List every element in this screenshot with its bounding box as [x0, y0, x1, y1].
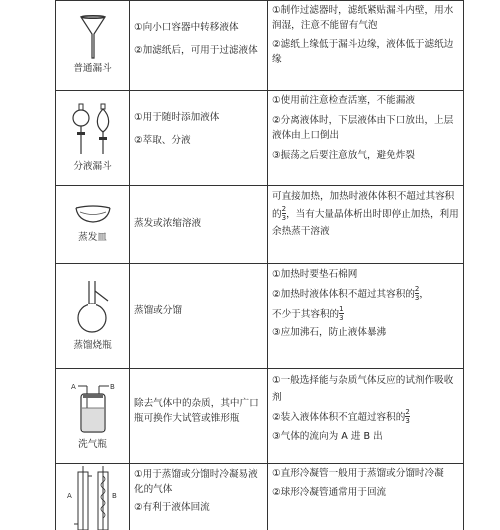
note-text: ③振荡之后要注意放气，避免炸裂 [272, 149, 415, 161]
note-text: ，当有大量晶体析出时即停止加热，利用余热蒸干溶液 [272, 208, 459, 237]
gas-washing-bottle-icon [65, 380, 121, 436]
fraction-numerator: 1 [339, 304, 344, 313]
notes-cell [268, 91, 464, 186]
separatory-funnel-icon [69, 102, 117, 158]
funnel-icon [78, 14, 108, 60]
note-text: ①制作过滤器时，滤纸紧贴漏斗内壁，用水润湿，注意不能留有气泡 [272, 5, 454, 31]
notes-cell [268, 464, 464, 530]
notes-cell [268, 369, 464, 464]
instrument-name: 蒸发皿 [78, 232, 107, 244]
note-text-part: ， [419, 288, 429, 300]
use-text: 除去气体中的杂质，其中广口瓶可换作大试管或锥形瓶 [134, 398, 259, 424]
note-text: ②滤纸上缘低于漏斗边缘，液体低于滤纸边缘 [272, 38, 454, 65]
note-text: 可直接加热，加热时液体体积不超过其容积的 [272, 191, 455, 220]
table-row [56, 91, 464, 186]
use-cell [130, 264, 268, 369]
note-text: ①直形冷凝管一般用于蒸馏或分馏时冷凝 [272, 468, 444, 479]
note-text: ①加热时要垫石棉网 [272, 269, 358, 280]
use-cell [130, 1, 268, 91]
notes-cell [268, 186, 464, 264]
use-text: ①用于随时添加液体 [134, 112, 220, 123]
evaporating-dish-icon [73, 203, 113, 225]
note-text [272, 286, 459, 303]
instrument-cell [56, 369, 130, 464]
table-row [56, 1, 464, 91]
fraction-numerator: 2 [414, 284, 420, 293]
fraction-numerator: 2 [281, 204, 287, 213]
note-text-part: ②装入液体体积不宜超过容积的 [272, 411, 406, 423]
instrument-name: 普通漏斗 [73, 63, 112, 75]
outlet-label-b: B [109, 382, 115, 391]
instrument-cell [56, 186, 130, 264]
instrument-cell [56, 91, 130, 186]
instrument-name: 分液漏斗 [73, 160, 112, 172]
use-text: ②有利于液体回流 [134, 501, 210, 513]
use-text: ②加滤纸后，可用于过滤液体 [134, 44, 258, 56]
use-text: 蒸发或浓缩溶液 [134, 218, 202, 230]
condenser-label-a: A [66, 492, 72, 500]
notes-cell [268, 264, 464, 369]
instrument-name: 洗气瓶 [78, 438, 107, 450]
note-text: ①一般选择能与杂质气体反应的试剂作吸收剂 [272, 375, 454, 404]
table-row [56, 464, 464, 530]
note-text: ②分离液体时，下层液体由下口放出，上层液体由上口倒出 [272, 114, 454, 141]
fraction-numerator: 2 [405, 407, 410, 416]
notes-cell [268, 1, 464, 91]
instrument-name: 蒸馏烧瓶 [73, 339, 112, 351]
note-text [272, 409, 459, 426]
condenser-icon [63, 464, 123, 530]
note-text-part: ②加热时液体体积不超过其容积的 [272, 288, 415, 300]
note-text [272, 306, 459, 323]
instrument-cell [56, 464, 130, 530]
instrument-table [55, 0, 464, 530]
fraction-denominator: 3 [339, 313, 344, 322]
use-cell [130, 186, 268, 264]
note-text-part: 不少于其容积的 [272, 308, 340, 320]
use-text: ①向小口容器中转移液体 [134, 22, 239, 33]
instrument-cell [56, 264, 130, 369]
fraction [339, 306, 343, 322]
use-cell [130, 369, 268, 464]
fraction-denominator: 3 [405, 416, 410, 425]
use-cell [130, 91, 268, 186]
fraction-denominator: 3 [281, 213, 287, 222]
use-cell [130, 464, 268, 530]
instrument-cell [56, 1, 130, 91]
note-text: ③应加沸石，防止液体暴沸 [272, 327, 387, 339]
table-row [56, 186, 464, 264]
note-text: ①使用前注意检查活塞，不能漏液 [272, 95, 415, 106]
use-text: ①用于蒸馏或分馏时冷凝易液化的气体 [134, 469, 258, 495]
table-row [56, 264, 464, 369]
condenser-label-b: B [111, 492, 117, 500]
note-text: ②球形冷凝管通常用于回流 [272, 486, 387, 498]
fraction [405, 409, 409, 425]
table-row [56, 369, 464, 464]
use-text: 蒸馏或分馏 [134, 305, 182, 316]
distilling-flask-icon [75, 279, 111, 337]
fraction-denominator: 3 [414, 293, 420, 302]
note-text: ③气体的流向为 A 进 B 出 [272, 430, 383, 442]
use-text: ②萃取、分液 [134, 134, 191, 146]
inlet-label-a: A [70, 382, 76, 391]
